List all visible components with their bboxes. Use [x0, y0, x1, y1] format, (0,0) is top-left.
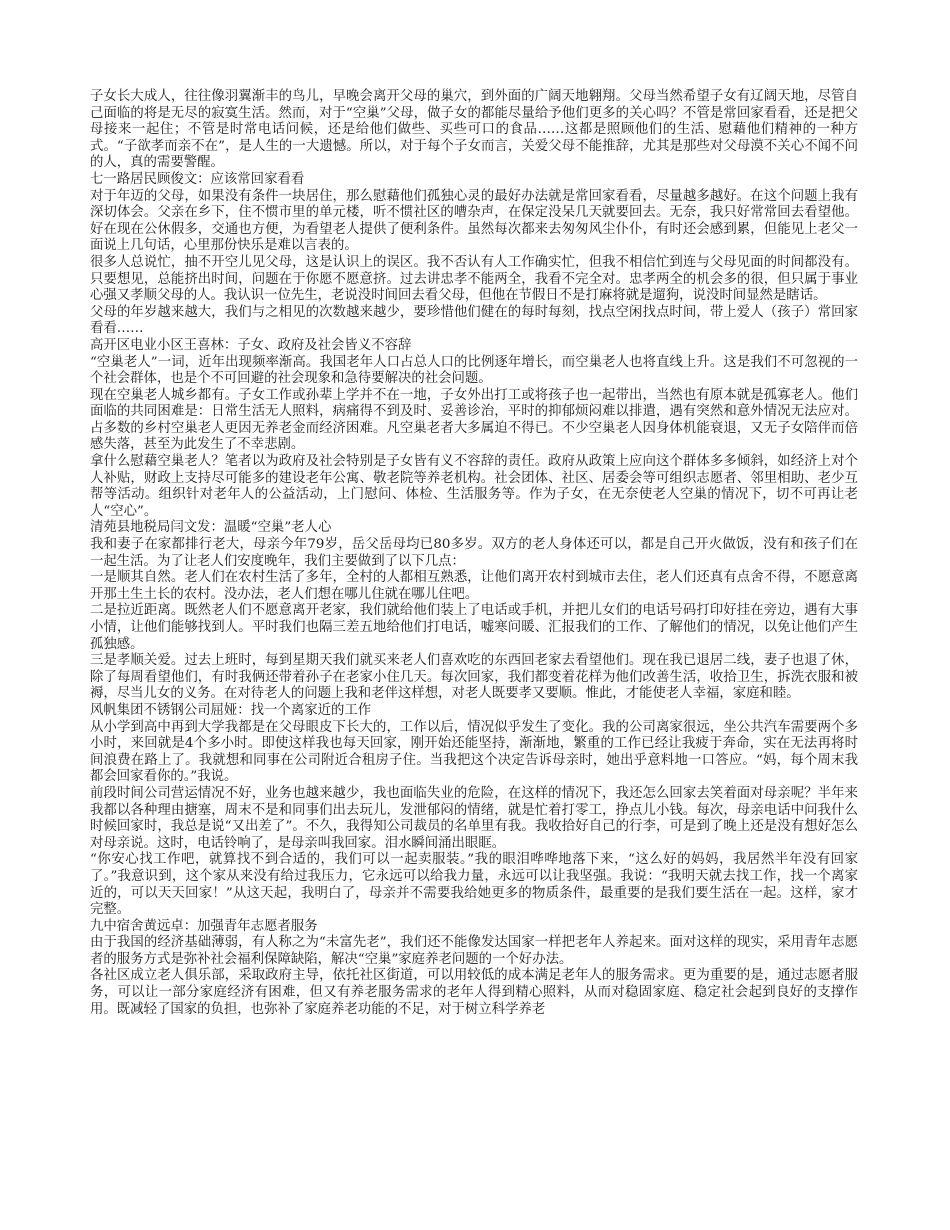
section-heading: 九中宿舍黄远卓：加强青年志愿者服务 [90, 918, 318, 934]
paragraph: 各社区成立老人俱乐部，采取政府主导，依托社区街道，可以用较低的成本满足老年人的服务需求。更为重要的是，通过志愿者服务，可以让一部分家庭经济有困难，但又有养老服务需求的老年人得到精心照料，从而对稳固家庭、稳定社会起到良好的支撑作用。既减轻了国家的负担，也弥补了家庭养老功能的不足，对于树立科学养老 [90, 968, 858, 1017]
paragraph: 父母的年岁越来越大，我们与之相见的次数越来越少，要珍惜他们健在的每时每刻，找点空闲找点时间，带上爱人（孩子）常回家看看…… [90, 304, 858, 337]
section-heading: 清苑县地税局闫文发：温暖“空巢”老人心 [90, 520, 332, 536]
document-body [90, 89, 858, 1018]
section-heading: 高开区电业小区王喜林：子女、政府及社会皆义不容辞 [90, 337, 412, 353]
paragraph: 从小学到高中再到大学我都是在父母眼皮下长大的，工作以后，情况似乎发生了变化。我的公司离家很远，坐公共汽车需要两个多小时，来回就是4个多小时。即使这样我也每天回家，刚开始还能坚持，渐渐地，繁重的工作已经让我疲于奔命，实在无法再将时间浪费在路上了。我就想和同事在公司附近合租房子住。当我把这个决定告诉母亲时，她出乎意料地一口答应。“妈，每个周末我都会回家看你的。”我说。 [90, 719, 858, 785]
paragraph: 由于我国的经济基础薄弱，有人称之为“未富先老”，我们还不能像发达国家一样把老年人养起来。面对这样的现实，采用青年志愿者的服务方式是弥补社会福利保障缺陷，解决“空巢”家庭养老问题的一个好办法。 [90, 935, 858, 967]
paragraph: 前段时间公司营运情况不好，业务也越来越少，我也面临失业的危险，在这样的情况下，我还怎么回家去笑着面对母亲呢？半年来我都以各种理由搪塞，周末不是和同事们出去玩儿，发泄郁闷的情绪，就是忙着打零工，挣点儿小钱。每次，母亲电话中问我什么时候回家时，我总是说“又出差了”。不久，我得知公司裁员的名单里有我。我收拾好自己的行李，可是到了晚上还是没有想好怎么对母亲说。这时，电话铃响了，是母亲叫我回家。泪水瞬间涌出眼眶。 [90, 785, 858, 851]
paragraph: “你安心找工作吧，就算找不到合适的，我们可以一起卖服装。”我的眼泪哗哗地落下来，“这么好的妈妈，我居然半年没有回家了。”我意识到，这个家从来没有给过我压力，它永远可以给我力量，永远可以让我坚强。我说：“我明天就去找工作，找一个离家近的，可以天天回家！”从这天起，我明白了，母亲并不需要我给她更多的物质条件，最重要的是我们要生活在一起。这样，家才完整。 [90, 852, 858, 918]
paragraph: 对于年迈的父母，如果没有条件一块居住，那么慰藉他们孤独心灵的最好办法就是常回家看看，尽量越多越好。在这个问题上我有深切体会。父亲在乡下，住不惯市里的单元楼，听不惯社区的嘈杂声，在保定没呆几天就要回去。无奈，我只好常常回去看望他。好在现在公休假多，交通也方便，为看望老人提供了便利条件。虽然每次都来去匆匆风尘仆仆，有时还会感到累，但能见上老父一面说上几句话，心里那份快乐是难以言表的。 [90, 188, 858, 254]
paragraph: 很多人总说忙，抽不开空儿见父母，这是认识上的误区。我不否认有人工作确实忙，但我不相信忙到连与父母见面的时间都没有。只要想见，总能挤出时间，问题在于你愿不愿意挤。过去讲忠孝不能两全，我看不完全对。忠孝两全的机会多的很，但只属于事业心强又孝顺父母的人。我认识一位先生，老说没时间回去看父母，但他在节假日不是打麻将就是遛狗，说没时间显然是瞎话。 [90, 254, 858, 304]
section-heading: 风帆集团不锈钢公司屈娅：找一个离家近的工作 [90, 702, 372, 718]
paragraph: 三是孝顺关爱。过去上班时，每到星期天我们就买来老人们喜欢吃的东西回老家去看望他们。现在我已退居二线，妻子也退了休，除了每周看望他们，有时我俩还带着孙子在老家小住几天。每次回家，我们都变着花样为他们改善生活，收拾卫生，拆洗衣服和被褥，尽当儿女的义务。在对待老人的问题上我和老伴这样想，对老人既要孝又要顺。惟此，才能使老人幸福，家庭和睦。 [90, 653, 858, 702]
paragraph: 子女长大成人，往往像羽翼渐丰的鸟儿，早晚会离开父母的巢穴，到外面的广阔天地翱翔。父母当然希望子女有辽阔天地，尽管自己面临的将是无尽的寂寞生活。然而，对于“空巢”父母，做子女的都能尽量给予他们更多的关心吗？不管是常回家看看，还是把父母接来一起住；不管是时常电话问候，还是给他们做些、买些可口的食品……这都是照顾他们的生活、慰藉他们精神的一种方式。“子欲孝而亲不在”，是人生的一大遗憾。所以，对于每个子女而言，关爱父母不能推辞，尤其是那些对父母漠不关心不闻不问的人，真的需要警醒。 [90, 89, 858, 171]
paragraph: 一是顺其自然。老人们在农村生活了多年，全村的人都相互熟悉，让他们离开农村到城市去住，老人们还真有点舍不得，不愿意离开那土生土长的农村。没办法，老人们想在哪儿住就在哪儿住吧。 [90, 570, 858, 602]
paragraph: 拿什么慰藉空巢老人？笔者以为政府及社会特别是子女皆有义不容辞的责任。政府从政策上应向这个群体多多倾斜，如经济上对个人补贴，财政上支持尽可能多的建设老年公寓、敬老院等养老机构。社会团体、社区、居委会等可组织志愿者、邻里相助、老少互帮等活动。组织针对老年人的公益活动，上门慰问、体检、生活服务等。作为子女，在无奈使老人空巢的情况下，切不可再让老人“空心”。 [90, 454, 858, 519]
paragraph: “空巢老人”一词，近年出现频率渐高。我国老年人口占总人口的比例逐年增长，而空巢老人也将直线上升。这是我们不可忽视的一个社会群体，也是个不可回避的社会现象和急待要解决的社会问题。 [90, 354, 858, 387]
paragraph: 现在空巢老人城乡都有。子女工作或孙辈上学并不在一地，子女外出打工或将孩子也一起带出，当然也有原本就是孤寡老人。他们面临的共同困难是：日常生活无人照料，病痛得不到及时、妥善诊治，平时的抑郁烦闷难以排遣，遇有突然和意外情况无法应对。占多数的乡村空巢老人更因无养老金而经济困难。凡空巢老者大多属迫不得已。不少空巢老人因身体机能衰退，又无子女陪伴而倍感失落，甚至为此发生了不幸悲剧。 [90, 387, 858, 453]
paragraph: 我和妻子在家都排行老大，母亲今年79岁，岳父岳母均已80多岁。双方的老人身体还可以，都是自己开火做饭，没有和孩子们在一起生活。为了让老人们安度晚年，我们主要做到了以下几点： [90, 537, 858, 569]
section-heading: 七一路居民顾俊文：应该常回家看看 [90, 171, 305, 187]
paragraph: 二是拉近距离。既然老人们不愿意离开老家，我们就给他们装上了电话或手机，并把儿女们的电话号码打印好挂在旁边，遇有大事小情，让他们能够找到人。平时我们也隔三差五地给他们打电话，嘘寒问暖、汇报我们的工作、了解他们的情况，以免让他们产生孤独感。 [90, 603, 858, 652]
